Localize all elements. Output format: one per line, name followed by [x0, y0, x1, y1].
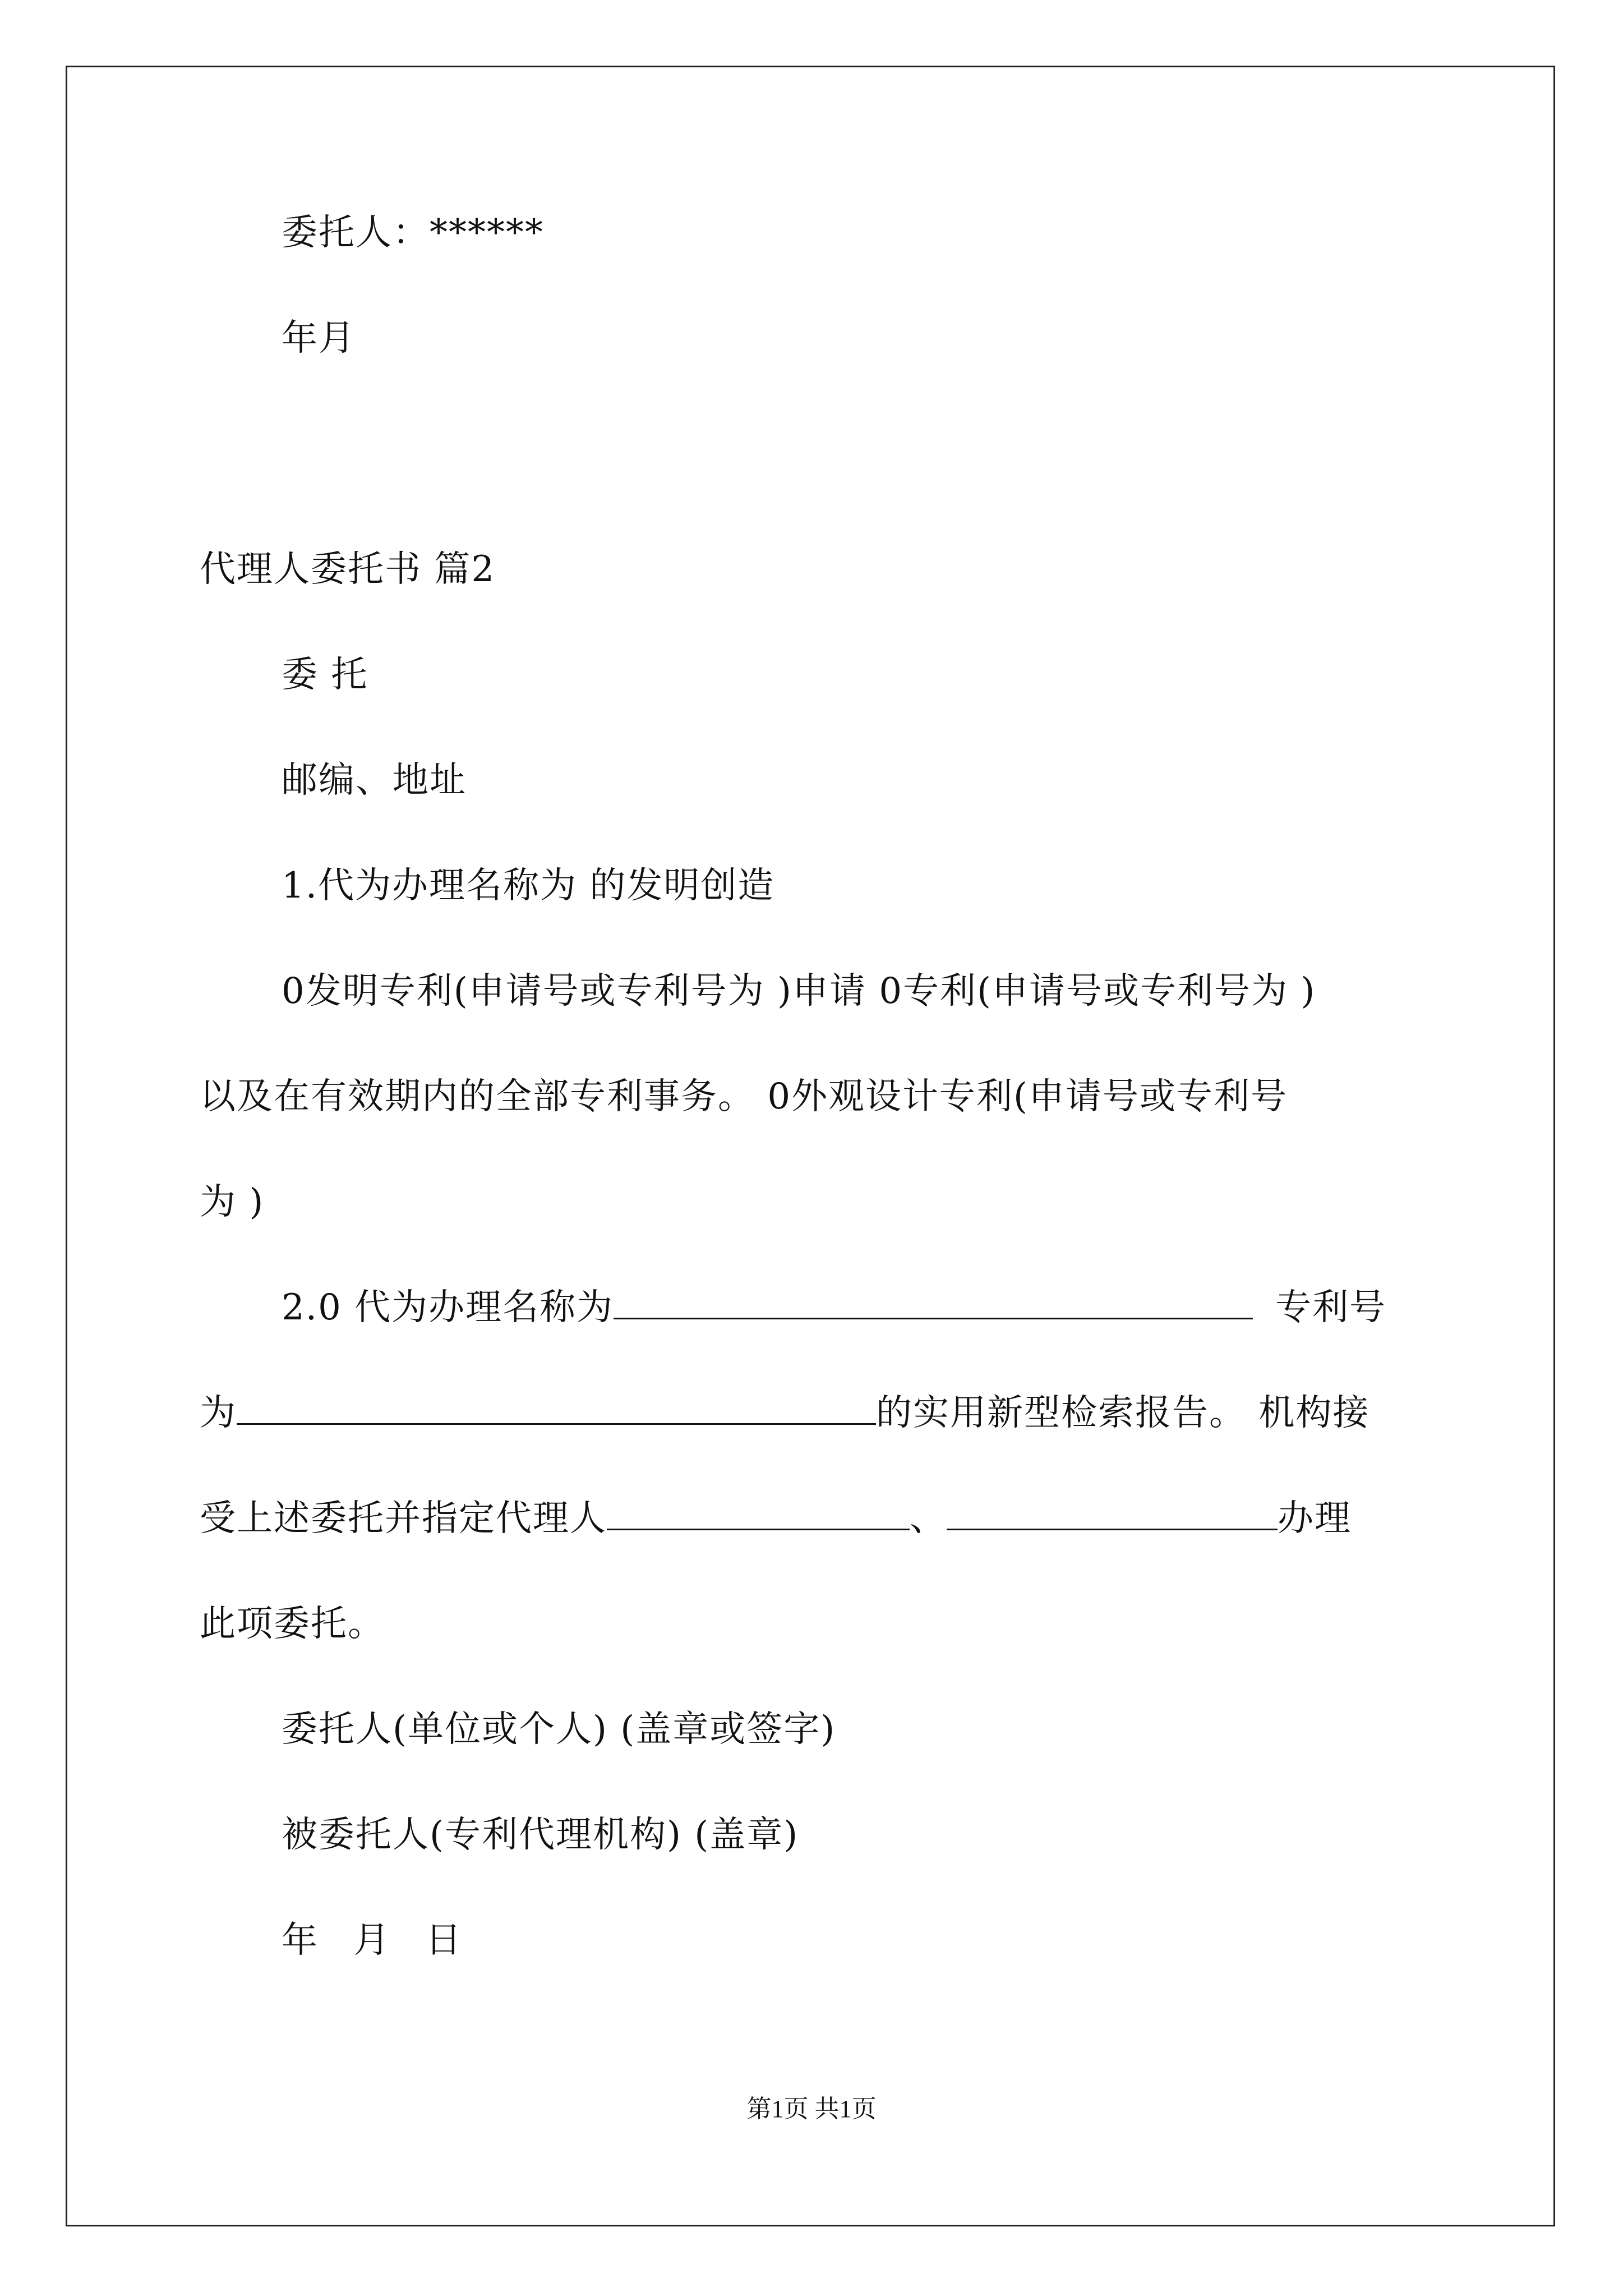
agent-prefix: 受上述委托并指定代理人 [200, 1498, 607, 1539]
patent-number-prefix: 为 [200, 1392, 237, 1434]
agent-suffix: 办理 [1278, 1498, 1352, 1539]
entrust-end-line: 此项委托。 [200, 1603, 385, 1645]
patent-number-line [200, 1391, 1370, 1435]
entrust-label: 委 托 [282, 654, 368, 696]
patent-number-suffix: 的实用新型检索报告。 机构接 [876, 1392, 1370, 1434]
agent-2-blank-field[interactable] [947, 1498, 1278, 1530]
item-2-line [282, 1285, 1386, 1330]
item-1-detail-line: 0发明专利(申请号或专利号为 )申请 0专利(申请号或专利号为 ) [282, 970, 1316, 1012]
agent-line [200, 1496, 1352, 1541]
postcode-address-line: 邮编、地址 [282, 760, 467, 801]
principal-line: 委托人：****** [282, 212, 544, 254]
page-number-footer: 第1页 共1页 [746, 2095, 877, 2123]
agent-agency-seal-line: 被委托人(专利代理机构) (盖章) [282, 1814, 799, 1856]
item-1-line: 1.代为办理名称为 的发明创造 [282, 865, 775, 907]
date-line-top: 年月 [282, 318, 356, 359]
agent-separator: 、 [910, 1498, 947, 1539]
principal-signature-line: 委托人(单位或个人) (盖章或签字) [282, 1709, 836, 1750]
patent-number-blank-field[interactable] [237, 1393, 876, 1425]
page-border [66, 66, 1555, 2226]
date-line-bottom: 年 月 日 [282, 1920, 474, 1961]
item-1-end-line: 为 ) [200, 1181, 265, 1223]
item-1-continuation-line: 以及在有效期内的全部专利事务。 0外观设计专利(申请号或专利号 [200, 1076, 1288, 1117]
item-2-text: 2.0 代为办理名称为 [282, 1287, 614, 1328]
section-heading: 代理人委托书 篇2 [200, 549, 496, 590]
name-blank-field[interactable] [614, 1287, 1253, 1319]
item-2-suffix: 专利号 [1275, 1287, 1387, 1328]
agent-1-blank-field[interactable] [607, 1498, 910, 1530]
